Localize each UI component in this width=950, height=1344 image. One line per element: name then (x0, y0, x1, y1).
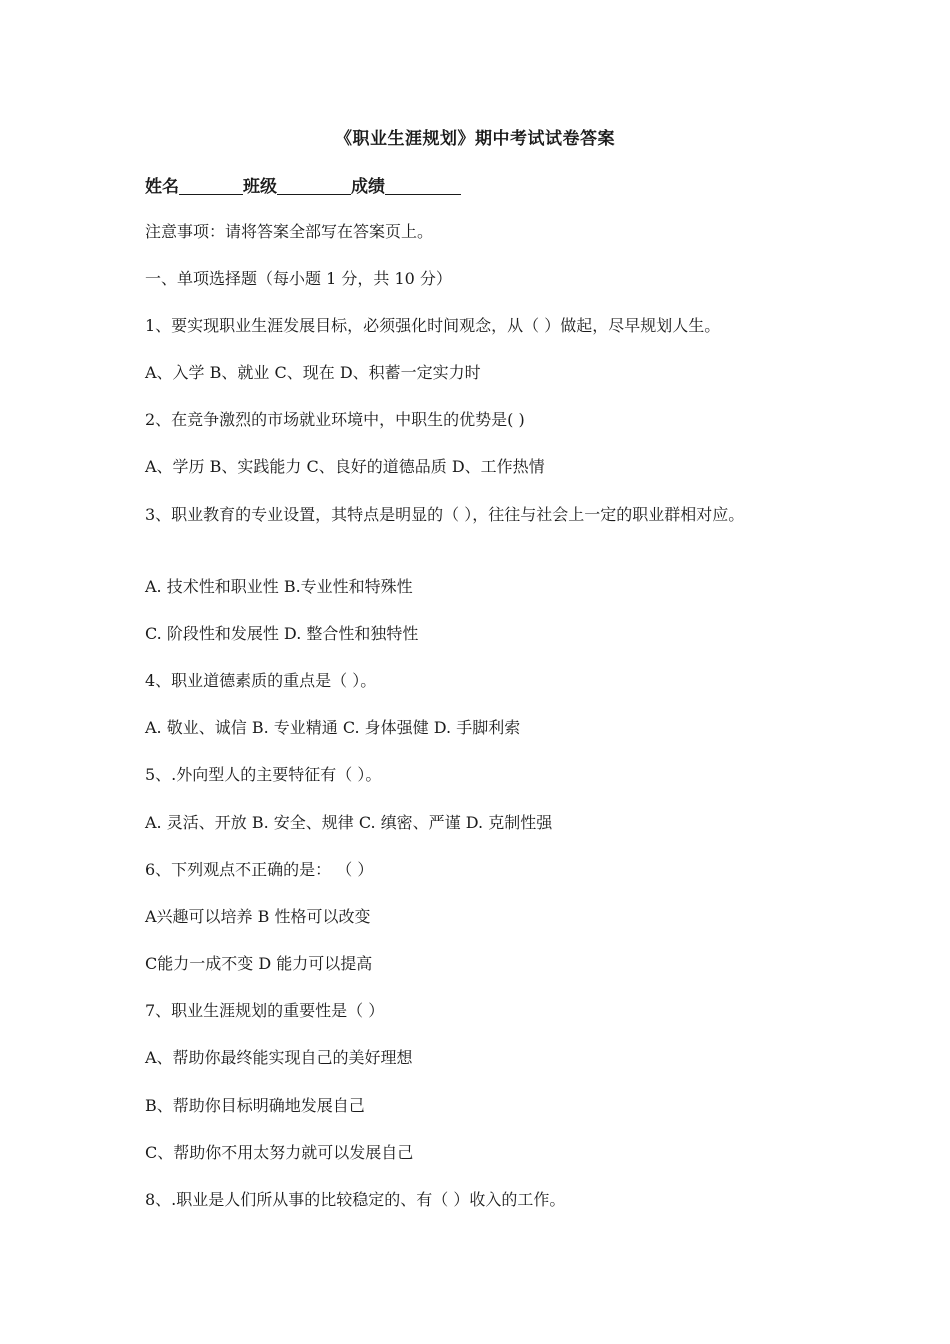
notice-text: 注意事项：请将答案全部写在答案页上。 (145, 222, 434, 241)
question-6: 6、下列观点不正确的是： （ ） (145, 860, 374, 879)
question-3: 3、职业教育的专业设置，其特点是明显的（ ），往往与社会上一定的职业群相对应。 (145, 505, 745, 524)
question-7-option-c: C、帮助你不用太努力就可以发展自己 (145, 1143, 414, 1162)
question-2: 2、在竞争激烈的市场就业环境中，中职生的优势是( ) (145, 410, 525, 429)
question-1: 1、要实现职业生涯发展目标，必须强化时间观念，从（ ）做起，尽早规划人生。 (145, 316, 721, 335)
question-7: 7、职业生涯规划的重要性是（ ） (145, 1001, 385, 1020)
question-2-options: A、学历 B、实践能力 C、良好的道德品质 D、工作热情 (145, 457, 545, 476)
name-label: 姓名 (145, 177, 179, 197)
question-4: 4、职业道德素质的重点是（ ）。 (145, 671, 377, 690)
question-1-options: A、入学 B、就业 C、现在 D、积蓄一定实力时 (145, 363, 481, 382)
question-5: 5、.外向型人的主要特征有（ ）。 (145, 765, 382, 784)
page-title: 《职业生涯规划》期中考试试卷答案 (335, 129, 615, 149)
question-7-option-a: A、帮助你最终能实现自己的美好理想 (145, 1048, 413, 1067)
question-3-options-ab: A. 技术性和职业性 B.专业性和特殊性 (145, 577, 413, 596)
question-3-options-cd: C. 阶段性和发展性 D. 整合性和独特性 (145, 624, 419, 643)
score-label: 成绩 (351, 177, 385, 197)
question-6-options-ab: A兴趣可以培养 B 性格可以改变 (145, 907, 371, 926)
student-info-line (145, 172, 461, 197)
question-7-option-b: B、帮助你目标明确地发展自己 (145, 1096, 365, 1115)
question-8: 8、.职业是人们所从事的比较稳定的、有（ ）收入的工作。 (145, 1190, 566, 1209)
question-4-options: A. 敬业、诚信 B. 专业精通 C. 身体强健 D. 手脚利索 (145, 718, 521, 737)
score-blank (385, 176, 461, 195)
question-5-options: A. 灵活、开放 B. 安全、规律 C. 缜密、严谨 D. 克制性强 (145, 813, 553, 832)
section-heading: 一、单项选择题（每小题 1 分，共 10 分） (145, 269, 452, 288)
class-blank (277, 176, 351, 195)
question-6-options-cd: C能力一成不变 D 能力可以提高 (145, 954, 373, 973)
name-blank (179, 176, 243, 195)
class-label: 班级 (243, 177, 277, 197)
